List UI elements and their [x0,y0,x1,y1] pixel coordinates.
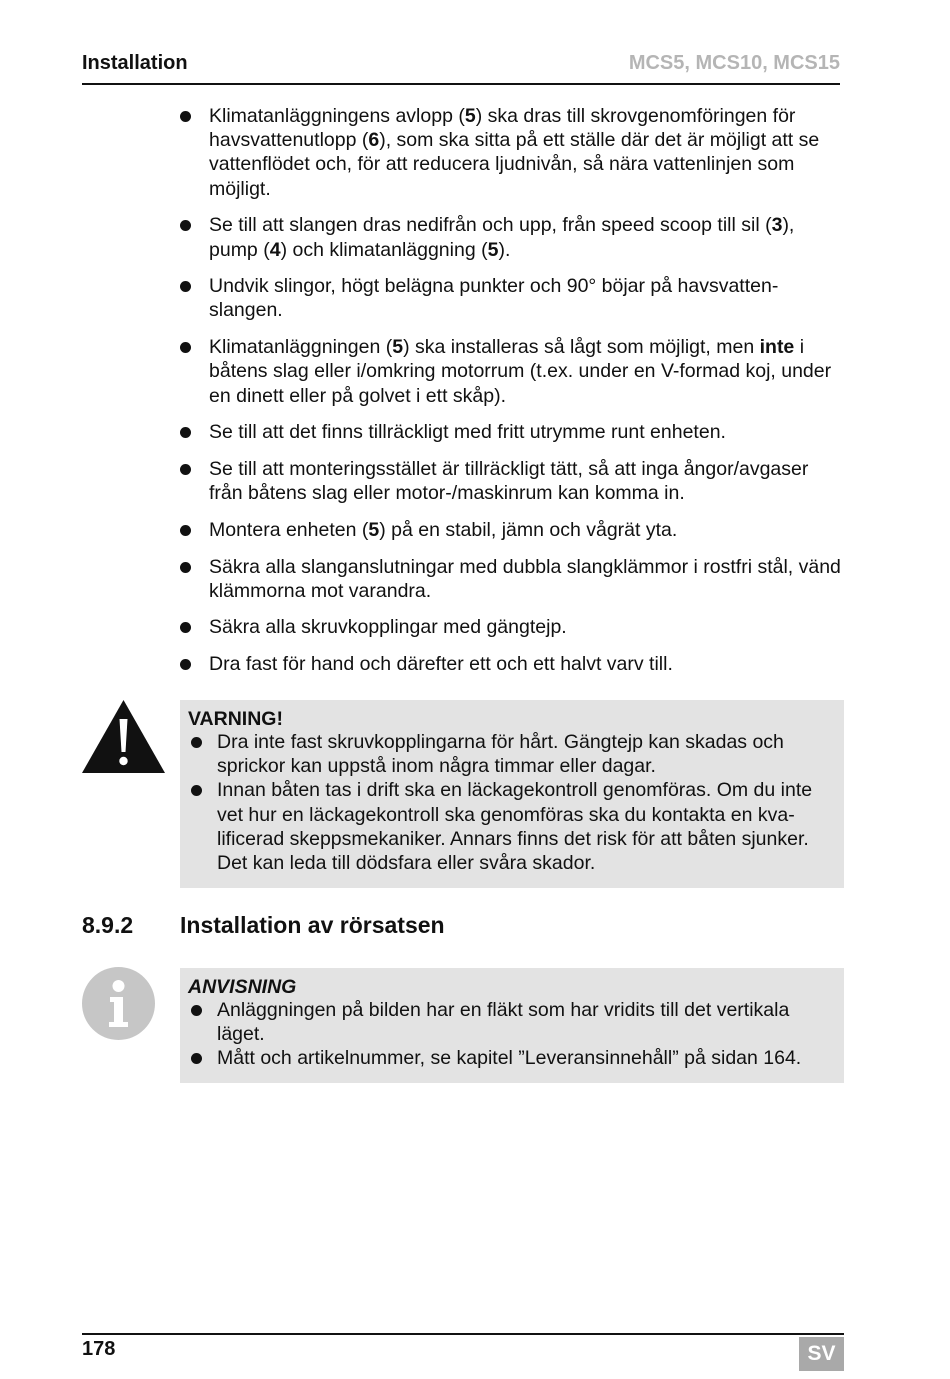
instruction-text: ) ska installeras så lågt som möjligt, men [403,336,760,359]
instruction-item [180,274,845,322]
instruction-bold-text: 5 [368,518,380,541]
bullet-icon [180,562,191,573]
warning-box [180,700,844,888]
section-heading: Installation av rörsatsen [180,912,445,938]
instruction-bold-text: 6 [368,129,380,152]
note-box [180,968,844,1083]
warning-triangle-icon [82,700,165,773]
instruction-text: i båtens slag eller i/omkring motorrum (t.ex. under en V-formad koj, under en dinett eller på golvet i ett skåp). [209,336,832,407]
note-item [188,1046,834,1070]
instruction-text: ). [498,238,511,261]
instruction-text: Säkra alla skruvkopplingar med gängtejp. [209,616,567,639]
instruction-bold-text: 3 [771,214,783,237]
instruction-text: Klimatanläggningen ( [209,336,393,359]
note-title: ANVISNING [188,976,297,998]
instruction-item [180,335,845,408]
instruction-text: ), som ska sitta på ett ställe där det är möjligt att se vattenflödet och, för att reducera ljudnivån, så nära vattenlinjen som möjligt. [209,129,820,200]
warning-item-text: Innan båten tas i drift ska en läckagekontroll genomföras. Om du inte vet hur en läckagekontroll ska genomföras ska du kontakta en kvalificerad skeppsmekaniker. Annars finns det risk för att båten sjunker. Det kan leda till dödsfara eller svåra skador. [217,779,813,875]
bullet-icon [180,622,191,633]
bullet-icon [180,659,191,670]
bullet-icon [180,342,191,353]
instruction-bold-text: 5 [392,336,404,359]
warning-list [188,730,834,875]
instruction-item [180,555,845,603]
instruction-text: ) ska dras till skrovgenomföringen för havsvattenutlopp ( [209,105,796,152]
instruction-text: Montera enheten ( [209,518,369,541]
instruction-item [180,457,845,505]
instruction-bold-text: 4 [269,238,281,261]
bullet-icon [180,525,191,536]
warning-title: VARNING! [188,708,283,730]
language-badge: SV [799,1337,844,1371]
instruction-item [180,518,845,542]
bullet-icon [180,220,191,231]
instruction-text: Se till att det finns tillräckligt med fritt utrymme runt enheten. [209,421,726,444]
instruction-text: Klimatanläggningens avlopp ( [209,105,465,127]
note-item-text: Mått och artikelnummer, se kapitel ”Leveransinnehåll” på sidan 164. [217,1047,802,1070]
header-divider [82,83,840,85]
bullet-icon [180,464,191,475]
header-section-title: Installation [82,52,188,74]
warning-item-text: Dra inte fast skruvkopplingarna för hårt. Gängtejp kan skadas och sprickor kan uppstå inom några timmar eller dagar. [217,731,784,778]
bullet-icon [191,1005,202,1016]
instruction-item [180,213,845,261]
instruction-text: ) på en stabil, jämn och vågrät yta. [379,518,678,541]
note-list [188,998,834,1071]
instruction-text: Se till att slangen dras nedifrån och upp, från speed scoop till sil ( [209,214,772,237]
bullet-icon [180,281,191,292]
bullet-icon [191,1053,202,1064]
instruction-bold-text: 5 [464,105,476,127]
header-model-names: MCS5, MCS10, MCS15 [628,52,840,74]
footer-divider [82,1333,844,1335]
instruction-text: Säkra alla slanganslutningar med dubbla slangklämmor i rostfri stål, vänd klämmorna mot varandra. [209,555,841,602]
note-item-text: Anläggningen på bilden har en fläkt som har vridits till det vertikala läget. [217,999,790,1046]
instruction-item [180,615,845,639]
section-number: 8.9.2 [82,912,134,938]
instruction-text: Se till att monteringsstället är tillräckligt tätt, så att inga ångor/avgaser från båtens slag eller motor-/maskinrum kan komma in. [209,457,809,505]
bullet-icon [191,785,202,796]
info-icon [82,967,155,1040]
instruction-text: ), pump ( [209,214,795,261]
warning-item [188,778,834,875]
instruction-text: ) och klimatanläggning ( [280,238,488,261]
instruction-item [180,420,845,444]
note-item [188,998,834,1046]
instruction-text: Dra fast för hand och därefter ett och ett halvt varv till. [209,653,673,676]
instruction-bold-text: inte [759,336,795,359]
instruction-bold-text: 5 [487,238,499,261]
bullet-icon [191,737,202,748]
bullet-icon [180,427,191,438]
instruction-text: Undvik slingor, högt belägna punkter och 90° böjar på havsvattenslangen. [209,275,779,322]
installation-instructions-list [180,104,845,689]
warning-item [188,730,834,778]
instruction-item [180,652,845,676]
page-number: 178 [82,1338,116,1360]
instruction-item [180,104,845,201]
bullet-icon [180,111,191,122]
